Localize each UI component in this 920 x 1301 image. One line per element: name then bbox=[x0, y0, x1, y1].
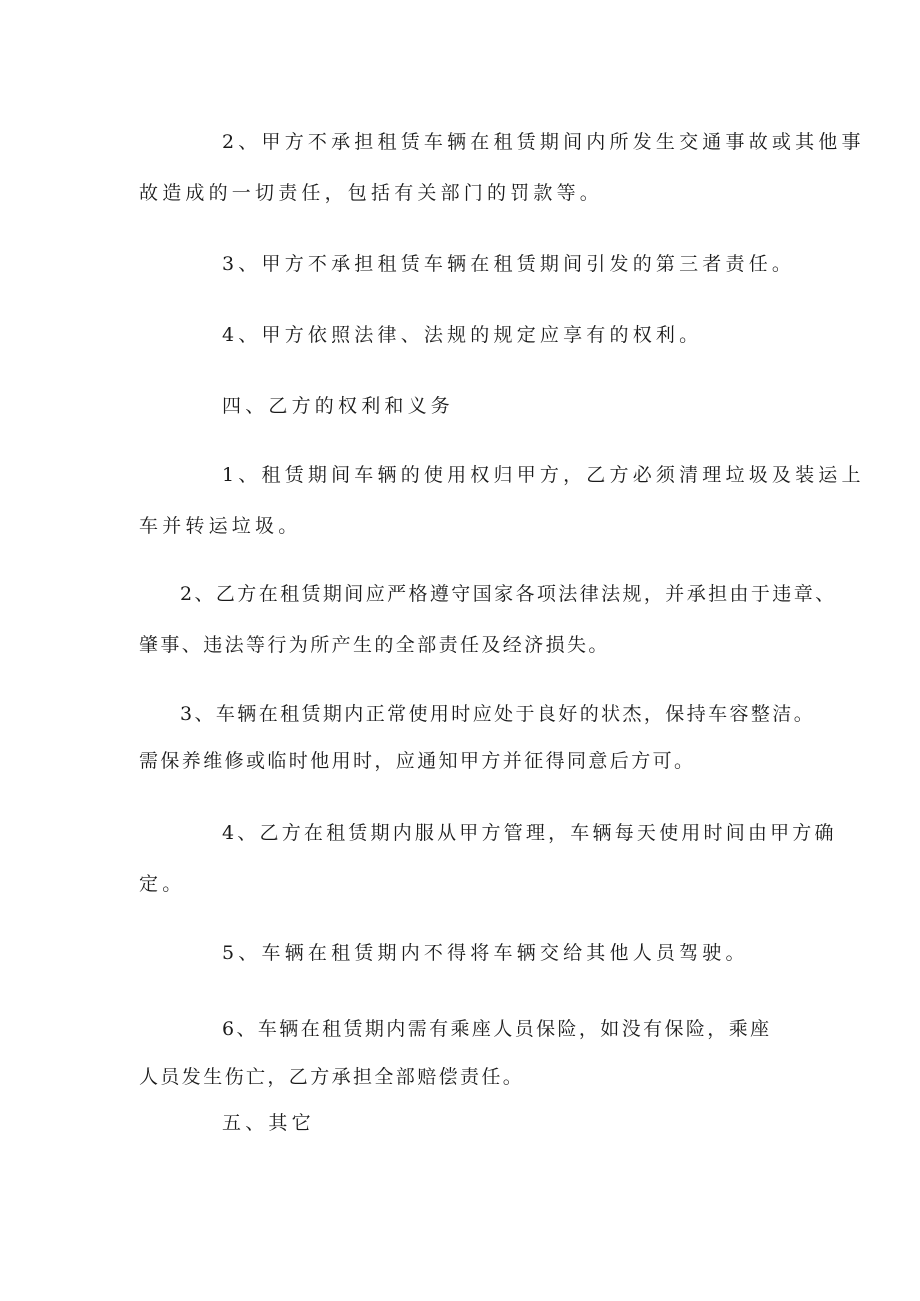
section-4-heading: 四、乙方的权利和义务 bbox=[222, 395, 455, 417]
obligation-3-line-1: 3、车辆在租赁期内正常使用时应处于良好的状杰，保持车容整洁。 bbox=[180, 703, 816, 725]
obligation-1-line-1: 1、租赁期间车辆的使用权归甲方，乙方必须清理垃圾及装运上 bbox=[222, 464, 865, 486]
clause-2-line-2: 故造成的一切责任，包括有关部门的罚款等。 bbox=[139, 182, 604, 204]
obligation-5-line-1: 5、车辆在租赁期内不得将车辆交给其他人员驾驶。 bbox=[222, 942, 749, 964]
obligation-3-line-2: 需保养维修或临时他用时，应通知甲方并征得同意后方可。 bbox=[139, 750, 696, 772]
obligation-6-line-1: 6、车辆在租赁期内需有乘座人员保险，如没有保险，乘座 bbox=[222, 1018, 772, 1040]
obligation-4-line-1: 4、乙方在租赁期内服从甲方管理，车辆每天使用时间由甲方确 bbox=[222, 822, 837, 844]
clause-2-line-1: 2、甲方不承担租赁车辆在租赁期间内所发生交通事故或其他事 bbox=[222, 131, 865, 153]
section-5-heading: 五、其它 bbox=[222, 1112, 315, 1134]
obligation-6-line-2: 人员发生伤亡，乙方承担全部赔偿责任。 bbox=[139, 1066, 525, 1088]
obligation-2-line-1: 2、乙方在租赁期间应严格遵守国家各项法律法规，并承担由于违章、 bbox=[180, 583, 837, 605]
obligation-2-line-2: 肇事、违法等行为所产生的全部责任及经济损失。 bbox=[139, 634, 610, 656]
clause-3-line-1: 3、甲方不承担租赁车辆在租赁期间引发的第三者责任。 bbox=[222, 253, 796, 275]
obligation-4-line-2: 定。 bbox=[139, 873, 186, 895]
clause-4-line-1: 4、甲方依照法律、法规的规定应享有的权利。 bbox=[222, 324, 703, 346]
obligation-1-line-2: 车并转运垃圾。 bbox=[139, 515, 302, 537]
